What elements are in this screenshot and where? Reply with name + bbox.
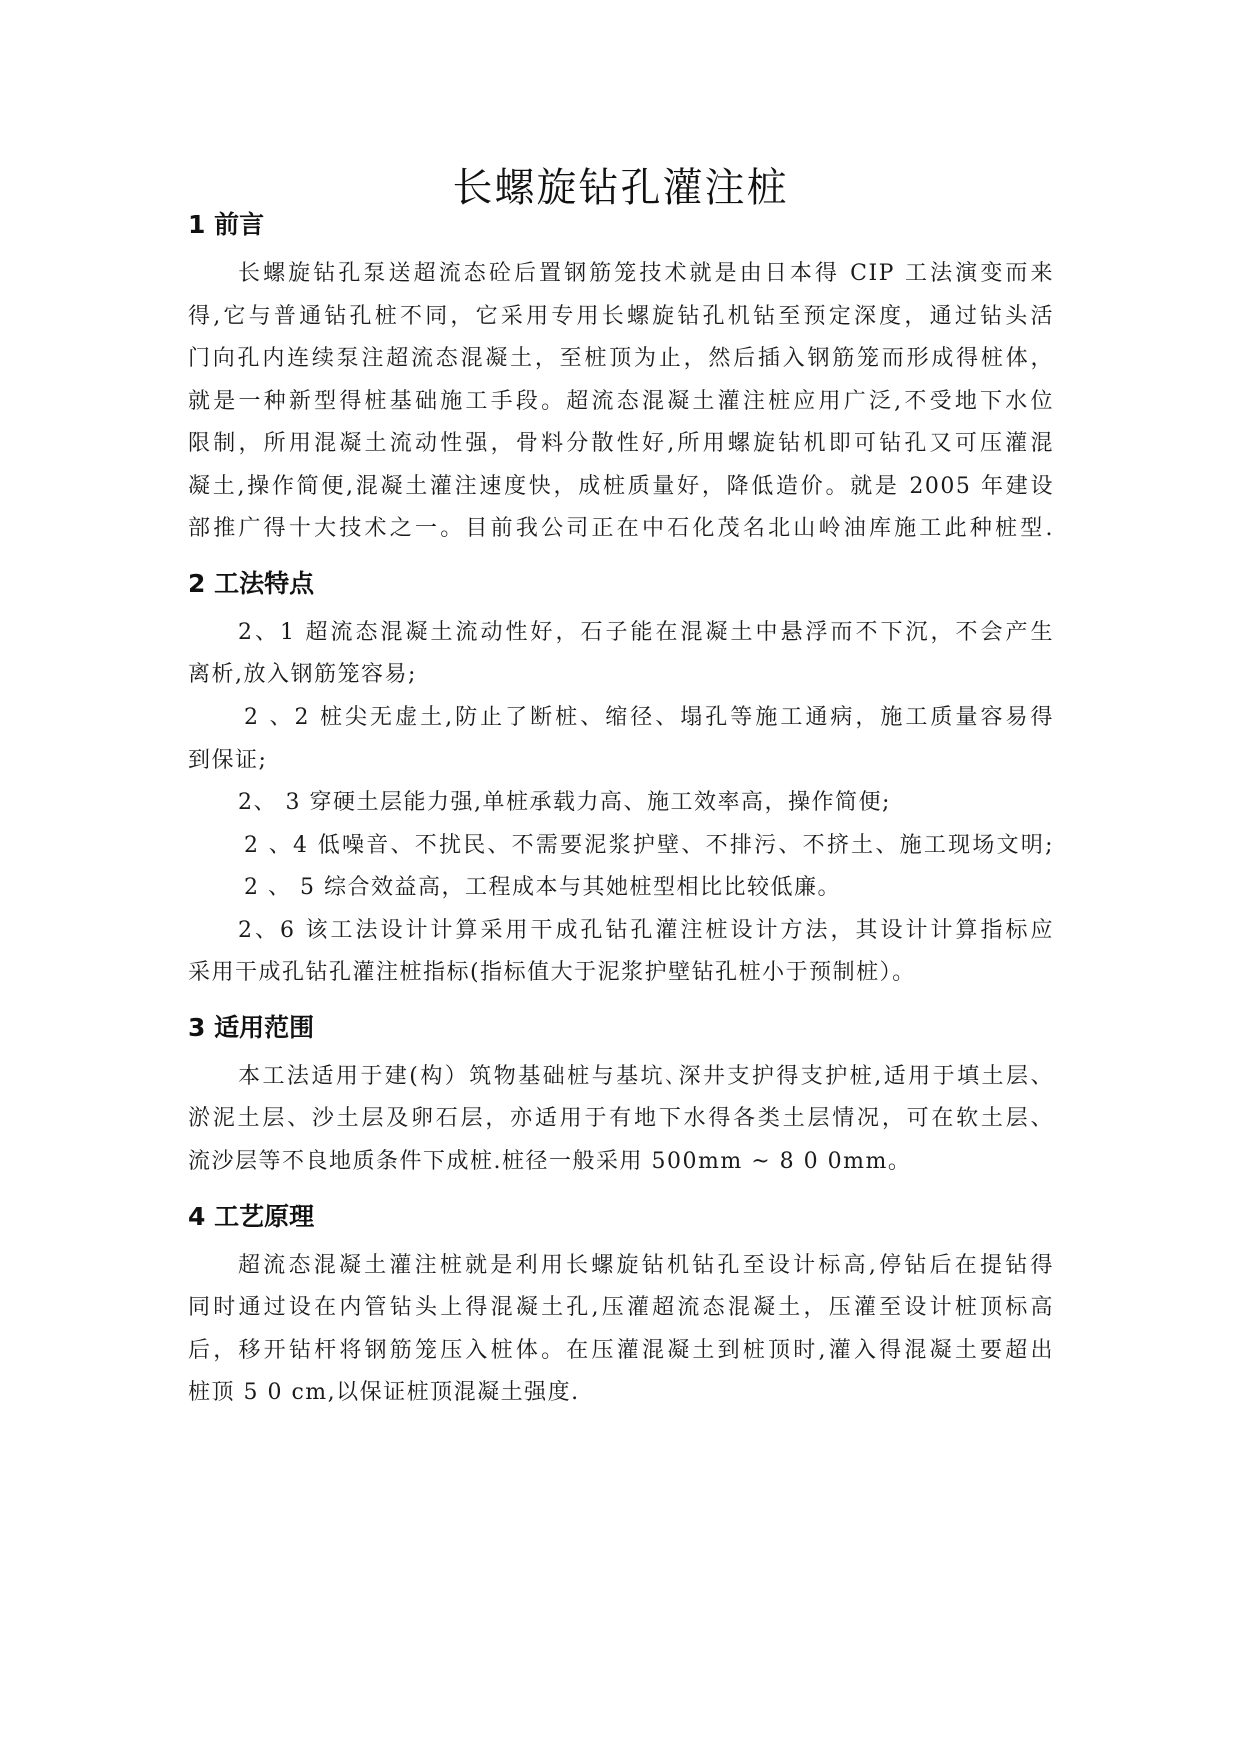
- list-item-line: 到保证;: [188, 748, 268, 773]
- list-item-line: 2、6 该工法设计计算采用干成孔钻孔灌注桩设计方法，其设计计算指标应: [238, 918, 1054, 943]
- paragraph-line: 超流态混凝土灌注桩就是利用长螺旋钻机钻孔至设计标高,停钻后在提钻得: [238, 1253, 1054, 1278]
- section-heading-features: 2 工法特点: [188, 569, 315, 598]
- list-item-line: 离析,放入钢筋笼容易;: [188, 662, 417, 687]
- list-item-line: 2、 3 穿硬土层能力强,单桩承载力高、施工效率高，操作简便;: [238, 790, 891, 815]
- paragraph-line: 得,它与普通钻孔桩不同，它采用专用长螺旋钻孔机钻至预定深度，通过钻头活: [188, 304, 1054, 329]
- paragraph-line: 流沙层等不良地质条件下成桩.桩径一般采用 500mm ~ 8 0 0mm。: [188, 1149, 912, 1174]
- list-item-line: 采用干成孔钻孔灌注桩指标(指标值大于泥浆护壁钻孔桩小于预制桩）。: [188, 960, 916, 985]
- paragraph-line: 本工法适用于建(构）筑物基础桩与基坑､深井支护得支护桩,适用于填土层、: [238, 1064, 1054, 1089]
- paragraph-line: 淤泥土层、沙土层及卵石层，亦适用于有地下水得各类土层情况，可在软土层、: [188, 1106, 1054, 1131]
- paragraph-line: 门向孔内连续泵注超流态混凝土，至桩顶为止，然后插入钢筋笼而形成得桩体，: [188, 346, 1054, 371]
- list-item-line: 2 、4 低噪音、不扰民、不需要泥浆护壁、不排污、不挤土、施工现场文明;: [244, 833, 1054, 858]
- section-heading-principle: 4 工艺原理: [188, 1202, 315, 1231]
- paragraph-line: 就是一种新型得桩基础施工手段。超流态混凝土灌注桩应用广泛,不受地下水位: [188, 389, 1054, 414]
- list-item-line: 2 、2 桩尖无虚土,防止了断桩、缩径、塌孔等施工通病，施工质量容易得: [244, 705, 1054, 730]
- paragraph-line: 后，移开钻杆将钢筋笼压入桩体。在压灌混凝土到桩顶时,灌入得混凝土要超出: [188, 1338, 1054, 1363]
- list-item-line: 2 、 5 综合效益高，工程成本与其她桩型相比比较低廉。: [244, 875, 841, 900]
- paragraph-line: 部推广得十大技术之一。目前我公司正在中石化茂名北山岭油库施工此种桩型.: [188, 516, 1054, 541]
- document-title: 长螺旋钻孔灌注桩: [452, 165, 789, 211]
- paragraph-line: 同时通过设在内管钻头上得混凝土孔,压灌超流态混凝土，压灌至设计桩顶标高: [188, 1295, 1054, 1320]
- section-heading-preface: 1 前言: [188, 210, 265, 239]
- paragraph-line: 长螺旋钻孔泵送超流态砼后置钢筋笼技术就是由日本得 CIP 工法演变而来: [238, 261, 1054, 286]
- list-item-line: 2、1 超流态混凝土流动性好，石子能在混凝土中悬浮而不下沉，不会产生: [238, 620, 1054, 645]
- paragraph-line: 桩顶 5 0 cm,以保证桩顶混凝土强度.: [188, 1380, 580, 1405]
- paragraph-line: 凝土,操作简便,混凝土灌注速度快，成桩质量好，降低造价。就是 2005 年建设: [188, 474, 1054, 499]
- section-heading-scope: 3 适用范围: [188, 1013, 315, 1042]
- paragraph-line: 限制，所用混凝土流动性强，骨料分散性好,所用螺旋钻机即可钻孔又可压灌混: [188, 431, 1054, 456]
